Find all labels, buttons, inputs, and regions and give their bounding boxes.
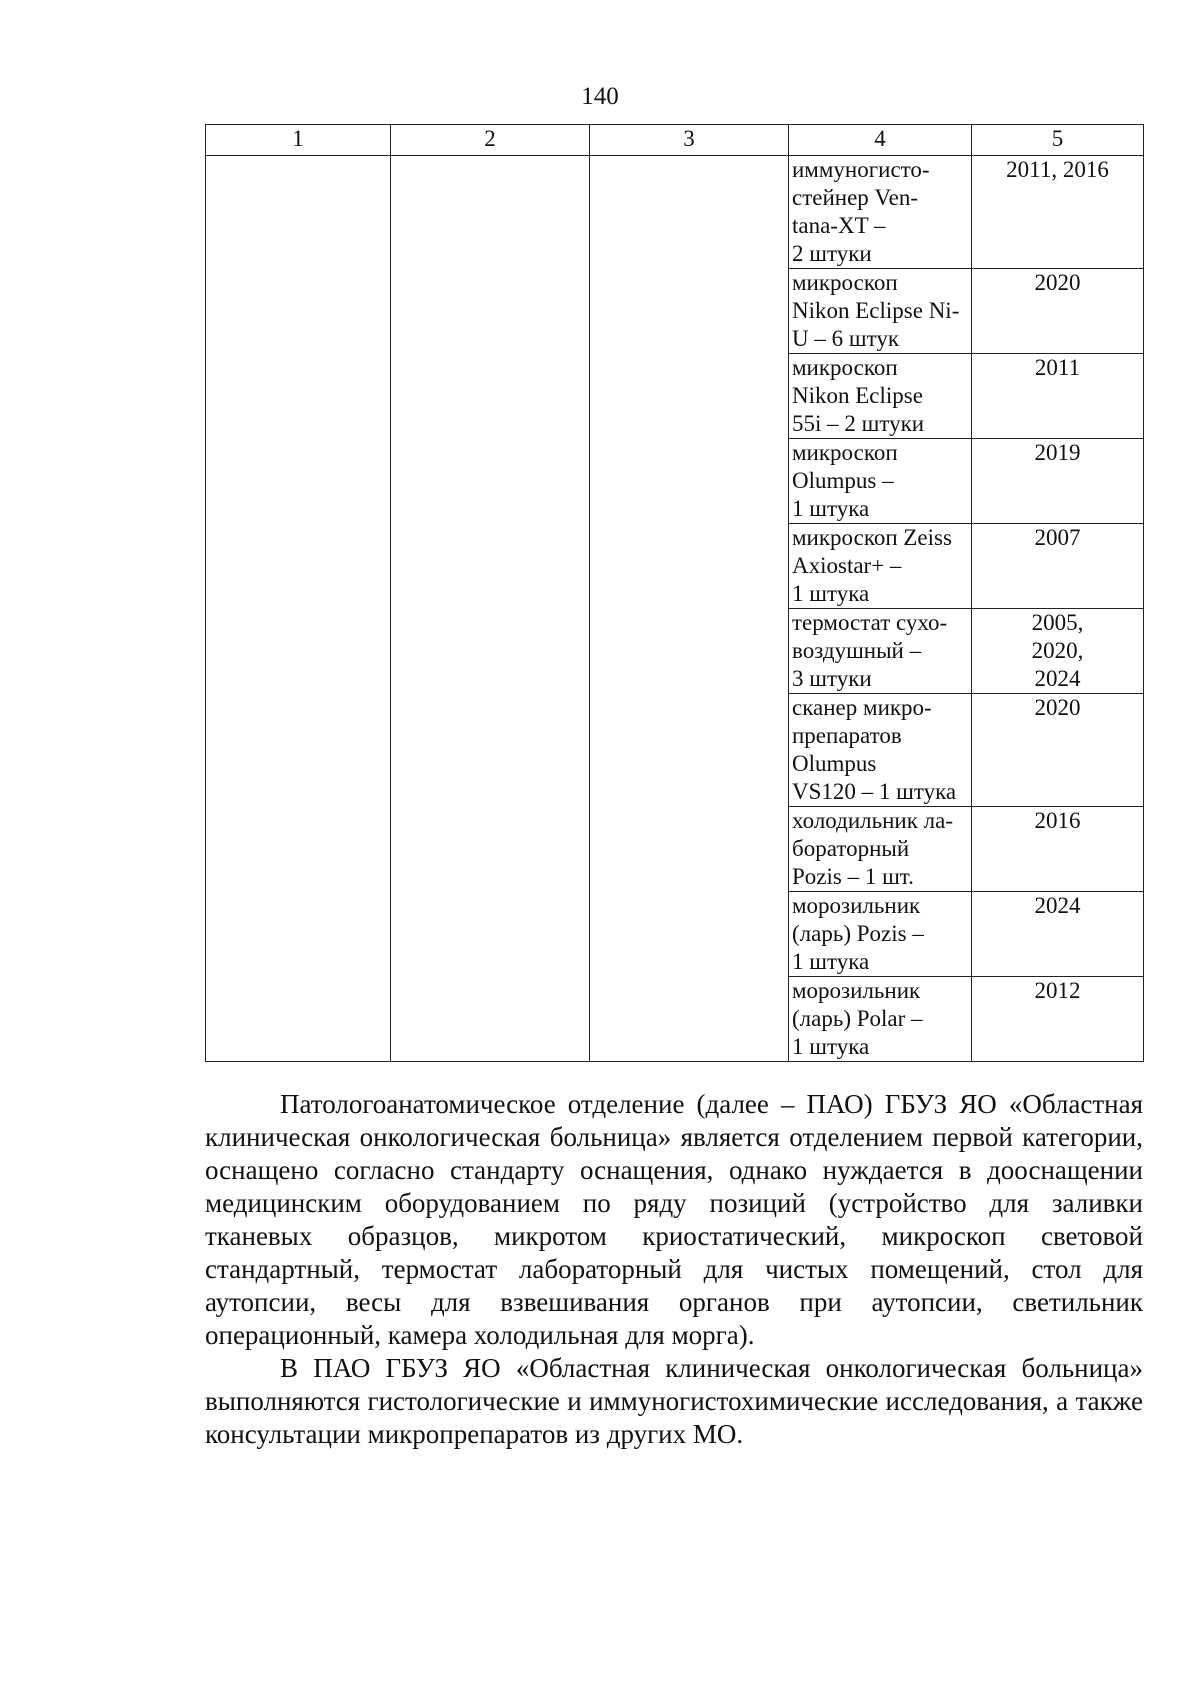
year-cell: 2016 — [972, 807, 1144, 892]
year-cell: 2005, 2020, 2024 — [972, 609, 1144, 694]
equipment-cell: микроскоп Zeiss Axiostar+ – 1 штука — [789, 524, 972, 609]
year-cell: 2019 — [972, 439, 1144, 524]
cell-col-2 — [391, 156, 590, 1062]
equipment-cell: морозильник (ларь) Polar – 1 штука — [789, 977, 972, 1062]
body-text — [205, 1088, 1143, 1451]
header-col-2: 2 — [391, 125, 590, 156]
header-col-1: 1 — [206, 125, 391, 156]
page-number: 140 — [581, 83, 619, 110]
cell-col-1 — [206, 156, 391, 1062]
equipment-table — [205, 124, 1144, 1062]
table-row — [206, 156, 1144, 269]
table-header-row — [206, 125, 1144, 156]
equipment-cell: микроскоп Olumpus – 1 штука — [789, 439, 972, 524]
year-cell: 2020 — [972, 694, 1144, 807]
equipment-cell: холодильник ла- бораторный Pozis – 1 шт. — [789, 807, 972, 892]
header-col-5: 5 — [972, 125, 1144, 156]
equipment-cell: морозильник (ларь) Pozis – 1 штука — [789, 892, 972, 977]
year-cell: 2011, 2016 — [972, 156, 1144, 269]
header-col-4: 4 — [789, 125, 972, 156]
year-cell: 2011 — [972, 354, 1144, 439]
equipment-cell: микроскоп Nikon Eclipse 55i – 2 штуки — [789, 354, 972, 439]
year-cell: 2012 — [972, 977, 1144, 1062]
year-cell: 2024 — [972, 892, 1144, 977]
header-col-3: 3 — [590, 125, 789, 156]
equipment-cell: микроскоп Nikon Eclipse Ni- U – 6 штук — [789, 269, 972, 354]
year-cell: 2020 — [972, 269, 1144, 354]
equipment-cell: сканер микро- препаратов Olumpus VS120 – 1 штука — [789, 694, 972, 807]
year-cell: 2007 — [972, 524, 1144, 609]
cell-col-3 — [590, 156, 789, 1062]
paragraph: В ПАО ГБУЗ ЯО «Областная клиническая онкологическая больница» выполняются гистологические и иммуногистохимические исследования, а также консультации микропрепаратов из других МО. — [205, 1353, 1143, 1449]
paragraph: Патологоанатомическое отделение (далее – ПАО) ГБУЗ ЯО «Областная клиническая онкологическая больница» является отделением первой категории, оснащено согласно стандарту оснащения, однако нуждается в дооснащении медицинским оборудованием по ряду позиций (устройство для заливки тканевых образцов, микротом криостатический, микроскоп световой стандартный, термостат лабораторный для чистых помещений, стол для аутопсии, весы для взвешивания органов при аутопсии, светильник операционный, камера холодильная для морга). — [205, 1089, 1143, 1350]
equipment-cell: иммуногисто- стейнер Ven- tana-XT – 2 штуки — [789, 156, 972, 269]
equipment-cell: термостат сухо- воздушный – 3 штуки — [789, 609, 972, 694]
